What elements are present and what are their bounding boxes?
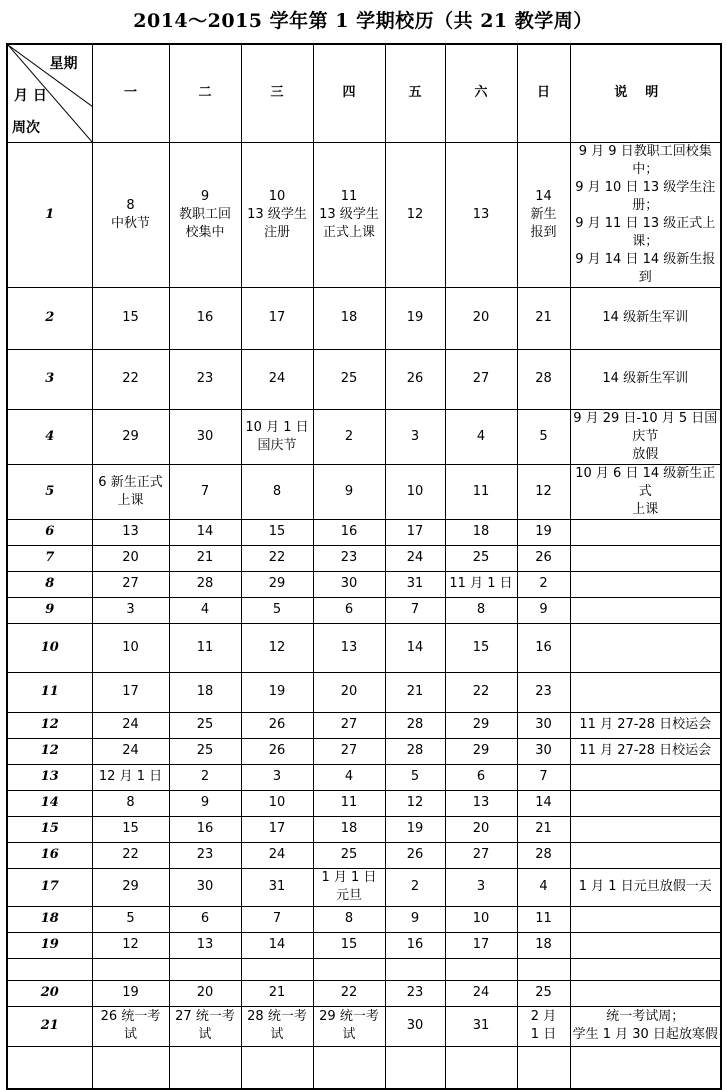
date-cell — [313, 958, 385, 980]
date-cell: 5 — [517, 409, 570, 464]
week-row — [7, 623, 721, 672]
week-number-cell — [7, 1046, 92, 1089]
date-cell — [169, 1046, 241, 1089]
note-cell — [570, 958, 721, 980]
date-cell: 18 — [517, 932, 570, 958]
date-cell: 29 — [241, 571, 313, 597]
day-header-thu: 四 — [313, 44, 385, 142]
note-cell — [570, 519, 721, 545]
date-cell: 24 — [241, 842, 313, 868]
week-number-cell: 15 — [7, 816, 92, 842]
date-cell: 28 — [385, 738, 445, 764]
date-cell: 12 — [517, 464, 570, 519]
date-cell: 22 — [92, 349, 169, 409]
date-cell: 5 — [385, 764, 445, 790]
date-cell: 14 — [385, 623, 445, 672]
note-cell: 统一考试周； 学生 1 月 30 日起放寒假 — [570, 1006, 721, 1046]
week-number-cell: 7 — [7, 545, 92, 571]
week-number-cell: 12 — [7, 712, 92, 738]
calendar-body — [7, 142, 721, 1089]
date-cell: 24 — [385, 545, 445, 571]
week-number-cell: 17 — [7, 868, 92, 906]
week-number-cell: 11 — [7, 672, 92, 712]
date-cell: 4 — [169, 597, 241, 623]
note-cell — [570, 672, 721, 712]
date-cell: 10 月 1 日 国庆节 — [241, 409, 313, 464]
date-cell: 8 — [445, 597, 517, 623]
note-cell: 11 月 27-28 日校运会 — [570, 712, 721, 738]
date-cell: 29 — [445, 712, 517, 738]
date-cell: 15 — [241, 519, 313, 545]
date-cell: 9 — [385, 906, 445, 932]
day-header-mon: 一 — [92, 44, 169, 142]
date-cell: 10 — [241, 790, 313, 816]
date-cell: 8 — [241, 464, 313, 519]
date-cell: 16 — [517, 623, 570, 672]
date-cell: 3 — [385, 409, 445, 464]
day-header-sun: 日 — [517, 44, 570, 142]
week-row — [7, 816, 721, 842]
date-cell: 23 — [169, 842, 241, 868]
week-number-cell: 21 — [7, 1006, 92, 1046]
week-row — [7, 672, 721, 712]
date-cell: 23 — [169, 349, 241, 409]
date-cell: 3 — [92, 597, 169, 623]
date-cell: 26 — [517, 545, 570, 571]
date-cell: 14 新生 报到 — [517, 142, 570, 287]
date-cell: 27 — [445, 842, 517, 868]
date-cell: 15 — [445, 623, 517, 672]
date-cell: 26 — [385, 349, 445, 409]
week-number-cell: 5 — [7, 464, 92, 519]
date-cell: 12 月 1 日 — [92, 764, 169, 790]
date-cell: 20 — [445, 287, 517, 349]
date-cell: 25 — [169, 712, 241, 738]
date-cell — [517, 958, 570, 980]
week-number-cell: 12 — [7, 738, 92, 764]
week-row — [7, 571, 721, 597]
week-row — [7, 597, 721, 623]
date-cell: 13 — [92, 519, 169, 545]
date-cell: 30 — [517, 712, 570, 738]
note-cell — [570, 932, 721, 958]
date-cell: 11 — [445, 464, 517, 519]
date-cell: 13 — [169, 932, 241, 958]
date-cell: 1 月 1 日 元旦 — [313, 868, 385, 906]
date-cell: 21 — [241, 980, 313, 1006]
date-cell: 24 — [92, 738, 169, 764]
corner-weekday-label: 星期 — [49, 56, 78, 72]
date-cell: 27 统一考 试 — [169, 1006, 241, 1046]
date-cell: 22 — [241, 545, 313, 571]
date-cell: 30 — [169, 868, 241, 906]
date-cell: 20 — [92, 545, 169, 571]
week-number-cell: 16 — [7, 842, 92, 868]
week-row — [7, 464, 721, 519]
date-cell: 4 — [517, 868, 570, 906]
week-row — [7, 980, 721, 1006]
week-row — [7, 1006, 721, 1046]
date-cell: 27 — [313, 712, 385, 738]
date-cell: 15 — [92, 287, 169, 349]
date-cell: 8 — [92, 790, 169, 816]
date-cell: 31 — [241, 868, 313, 906]
note-cell: 14 级新生军训 — [570, 349, 721, 409]
date-cell: 11 13 级学生 正式上课 — [313, 142, 385, 287]
date-cell: 9 — [517, 597, 570, 623]
date-cell: 19 — [517, 519, 570, 545]
date-cell — [241, 958, 313, 980]
week-row — [7, 1046, 721, 1089]
date-cell: 28 — [517, 349, 570, 409]
date-cell: 29 — [92, 868, 169, 906]
date-cell: 13 — [445, 142, 517, 287]
date-cell: 28 — [169, 571, 241, 597]
note-cell — [570, 1046, 721, 1089]
date-cell: 19 — [385, 287, 445, 349]
week-row — [7, 958, 721, 980]
day-header-fri: 五 — [385, 44, 445, 142]
date-cell: 16 — [385, 932, 445, 958]
date-cell: 19 — [92, 980, 169, 1006]
date-cell: 3 — [241, 764, 313, 790]
date-cell — [169, 958, 241, 980]
date-cell: 29 — [445, 738, 517, 764]
date-cell: 2 月 1 日 — [517, 1006, 570, 1046]
date-cell: 20 — [445, 816, 517, 842]
date-cell: 12 — [92, 932, 169, 958]
header-row — [7, 44, 721, 142]
date-cell: 6 — [169, 906, 241, 932]
date-cell: 27 — [445, 349, 517, 409]
date-cell: 11 月 1 日 — [445, 571, 517, 597]
date-cell: 4 — [313, 764, 385, 790]
week-number-cell: 3 — [7, 349, 92, 409]
notes-header: 说明 — [570, 44, 721, 142]
date-cell: 29 统一考 试 — [313, 1006, 385, 1046]
week-row — [7, 764, 721, 790]
date-cell: 26 统一考 试 — [92, 1006, 169, 1046]
note-cell — [570, 597, 721, 623]
date-cell: 22 — [445, 672, 517, 712]
date-cell: 10 — [445, 906, 517, 932]
date-cell: 28 — [517, 842, 570, 868]
date-cell: 23 — [517, 672, 570, 712]
day-header-tue: 二 — [169, 44, 241, 142]
date-cell: 25 — [517, 980, 570, 1006]
date-cell: 30 — [385, 1006, 445, 1046]
date-cell: 10 13 级学生 注册 — [241, 142, 313, 287]
date-cell: 28 — [385, 712, 445, 738]
note-cell — [570, 623, 721, 672]
date-cell: 13 — [445, 790, 517, 816]
week-row — [7, 142, 721, 287]
week-number-cell: 8 — [7, 571, 92, 597]
week-number-cell: 13 — [7, 764, 92, 790]
date-cell: 18 — [445, 519, 517, 545]
date-cell: 25 — [313, 349, 385, 409]
date-cell: 20 — [313, 672, 385, 712]
day-header-wed: 三 — [241, 44, 313, 142]
school-calendar-table — [6, 43, 722, 1090]
date-cell: 14 — [517, 790, 570, 816]
week-number-cell: 14 — [7, 790, 92, 816]
date-cell: 11 — [169, 623, 241, 672]
date-cell: 31 — [445, 1006, 517, 1046]
week-number-cell: 10 — [7, 623, 92, 672]
date-cell: 8 — [313, 906, 385, 932]
note-cell — [570, 816, 721, 842]
date-cell: 20 — [169, 980, 241, 1006]
note-cell — [570, 906, 721, 932]
date-cell: 16 — [169, 287, 241, 349]
date-cell: 23 — [313, 545, 385, 571]
date-cell: 15 — [313, 932, 385, 958]
date-cell: 17 — [445, 932, 517, 958]
week-row — [7, 842, 721, 868]
date-cell: 16 — [313, 519, 385, 545]
date-cell: 22 — [313, 980, 385, 1006]
week-number-cell: 2 — [7, 287, 92, 349]
date-cell: 17 — [241, 816, 313, 842]
note-cell: 11 月 27-28 日校运会 — [570, 738, 721, 764]
date-cell: 6 — [445, 764, 517, 790]
date-cell: 25 — [445, 545, 517, 571]
week-row — [7, 287, 721, 349]
date-cell: 18 — [313, 287, 385, 349]
week-row — [7, 409, 721, 464]
date-cell: 5 — [241, 597, 313, 623]
date-cell: 21 — [385, 672, 445, 712]
date-cell: 27 — [92, 571, 169, 597]
date-cell: 26 — [241, 712, 313, 738]
date-cell: 24 — [92, 712, 169, 738]
week-number-cell — [7, 958, 92, 980]
week-row — [7, 712, 721, 738]
date-cell: 15 — [92, 816, 169, 842]
date-cell: 12 — [241, 623, 313, 672]
note-cell — [570, 790, 721, 816]
date-cell: 22 — [92, 842, 169, 868]
day-header-sat: 六 — [445, 44, 517, 142]
note-cell: 1 月 1 日元旦放假一天 — [570, 868, 721, 906]
date-cell: 5 — [92, 906, 169, 932]
date-cell: 21 — [169, 545, 241, 571]
date-cell: 7 — [517, 764, 570, 790]
date-cell: 31 — [385, 571, 445, 597]
date-cell — [92, 1046, 169, 1089]
date-cell — [517, 1046, 570, 1089]
date-cell — [313, 1046, 385, 1089]
date-cell: 25 — [169, 738, 241, 764]
date-cell: 9 教职工回 校集中 — [169, 142, 241, 287]
date-cell: 26 — [241, 738, 313, 764]
note-cell — [570, 842, 721, 868]
date-cell: 16 — [169, 816, 241, 842]
week-row — [7, 545, 721, 571]
date-cell: 23 — [385, 980, 445, 1006]
date-cell: 11 — [313, 790, 385, 816]
note-cell — [570, 545, 721, 571]
week-number-cell: 6 — [7, 519, 92, 545]
date-cell: 24 — [445, 980, 517, 1006]
week-number-cell: 18 — [7, 906, 92, 932]
date-cell: 7 — [241, 906, 313, 932]
week-number-cell: 20 — [7, 980, 92, 1006]
date-cell — [445, 958, 517, 980]
date-cell: 2 — [517, 571, 570, 597]
date-cell: 7 — [385, 597, 445, 623]
week-row — [7, 906, 721, 932]
date-cell: 24 — [241, 349, 313, 409]
date-cell: 21 — [517, 816, 570, 842]
note-cell — [570, 571, 721, 597]
week-number-cell: 9 — [7, 597, 92, 623]
date-cell — [241, 1046, 313, 1089]
date-cell: 18 — [313, 816, 385, 842]
date-cell: 30 — [313, 571, 385, 597]
date-cell: 12 — [385, 790, 445, 816]
date-cell: 18 — [169, 672, 241, 712]
note-cell: 9 月 29 日-10 月 5 日国庆节 放假 — [570, 409, 721, 464]
week-row — [7, 932, 721, 958]
date-cell: 7 — [169, 464, 241, 519]
date-cell — [385, 1046, 445, 1089]
date-cell: 3 — [445, 868, 517, 906]
date-cell: 19 — [385, 816, 445, 842]
date-cell: 17 — [92, 672, 169, 712]
date-cell: 14 — [169, 519, 241, 545]
week-row — [7, 790, 721, 816]
date-cell: 27 — [313, 738, 385, 764]
date-cell: 4 — [445, 409, 517, 464]
note-cell — [570, 980, 721, 1006]
date-cell: 21 — [517, 287, 570, 349]
date-cell: 25 — [313, 842, 385, 868]
date-cell: 10 — [385, 464, 445, 519]
date-cell: 11 — [517, 906, 570, 932]
date-cell: 8 中秋节 — [92, 142, 169, 287]
date-cell: 30 — [517, 738, 570, 764]
date-cell — [445, 1046, 517, 1089]
week-row — [7, 349, 721, 409]
date-cell: 6 新生正式 上课 — [92, 464, 169, 519]
corner-header-cell — [7, 44, 92, 142]
date-cell: 30 — [169, 409, 241, 464]
corner-monthday-label: 月 日 — [14, 88, 47, 104]
date-cell — [385, 958, 445, 980]
date-cell: 9 — [313, 464, 385, 519]
date-cell: 2 — [385, 868, 445, 906]
week-row — [7, 519, 721, 545]
page-title: 2014～2015 学年第 1 学期校历（共 21 教学周） — [133, 10, 593, 32]
note-cell — [570, 764, 721, 790]
date-cell: 19 — [241, 672, 313, 712]
date-cell: 17 — [241, 287, 313, 349]
note-cell: 14 级新生军训 — [570, 287, 721, 349]
date-cell: 9 — [169, 790, 241, 816]
week-row — [7, 868, 721, 906]
date-cell: 12 — [385, 142, 445, 287]
date-cell: 14 — [241, 932, 313, 958]
week-row — [7, 738, 721, 764]
week-number-cell: 4 — [7, 409, 92, 464]
date-cell — [92, 958, 169, 980]
date-cell: 28 统一考 试 — [241, 1006, 313, 1046]
date-cell: 17 — [385, 519, 445, 545]
date-cell: 6 — [313, 597, 385, 623]
date-cell: 2 — [313, 409, 385, 464]
week-number-cell: 1 — [7, 142, 92, 287]
date-cell: 29 — [92, 409, 169, 464]
date-cell: 13 — [313, 623, 385, 672]
date-cell: 10 — [92, 623, 169, 672]
date-cell: 26 — [385, 842, 445, 868]
date-cell: 2 — [169, 764, 241, 790]
corner-week-label: 周次 — [12, 120, 40, 136]
note-cell: 10 月 6 日 14 级新生正式 上课 — [570, 464, 721, 519]
week-number-cell: 19 — [7, 932, 92, 958]
note-cell: 9 月 9 日教职工回校集中； 9 月 10 日 13 级学生注册； 9 月 11 日 13 级正式上课； 9 月 14 日 14 级新生报到 — [570, 142, 721, 287]
